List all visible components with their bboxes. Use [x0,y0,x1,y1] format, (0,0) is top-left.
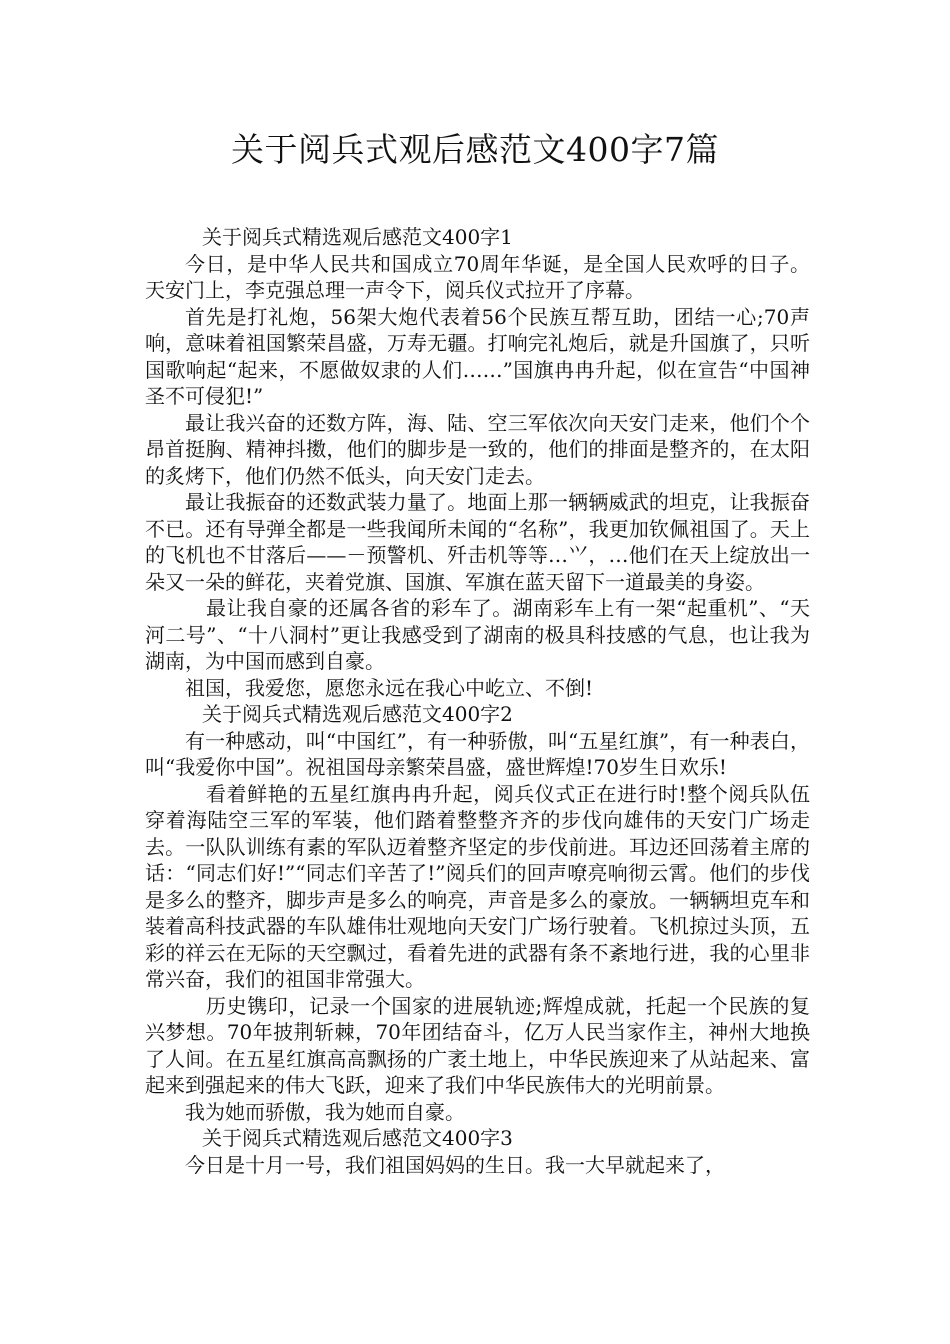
section-heading: 关于阅兵式精选观后感范文400字3 [202,1126,513,1150]
section-heading: 关于阅兵式精选观后感范文400字2 [202,702,513,726]
document-body [145,224,810,1178]
paragraph: 有一种感动，叫“中国红”，有一种骄傲，叫“五星红旗”，有一种表白，叫“我爱你中国”。祝祖国母亲繁荣昌盛，盛世辉煌!70岁生日欢乐! [145,728,810,779]
paragraph: 首先是打礼炮，56架大炮代表着56个民族互帮互助，团结一心;70声响，意味着祖国繁荣昌盛，万寿无疆。打响完礼炮后，就是升国旗了，只听国歌响起“起来，不愿做奴隶的人们……”国旗冉冉升起，似在宣告“中国神圣不可侵犯!” [145,304,810,408]
paragraph: 我为她而骄傲，我为她而自豪。 [185,1099,465,1124]
paragraph: 今日，是中华人民共和国成立70周年华诞，是全国人民欢呼的日子。天安门上，李克强总理一声令下，阅兵仪式拉开了序幕。 [145,251,810,302]
paragraph: 今日是十月一号，我们祖国妈妈的生日。我一大早就起来了， [185,1152,725,1177]
page-title: 关于阅兵式观后感范文400字7篇 [231,130,719,169]
paragraph: 最让我自豪的还属各省的彩车了。湖南彩车上有一架“起重机”、“天河二号”、“十八洞村”更让我感受到了湖南的极具科技感的气息，也让我为湖南，为中国而感到自豪。 [145,596,810,673]
paragraph: 最让我振奋的还数武装力量了。地面上那一辆辆威武的坦克，让我振奋不已。还有导弹全都是一些我闻所未闻的“名称”，我更加钦佩祖国了。天上的飞机也不甘落后——－预警机、歼击机等等…⺍，…他们在天上绽放出一朵又一朵的鲜花，夹着党旗、国旗、军旗在蓝天留下一道最美的身姿。 [145,490,810,594]
paragraph: 最让我兴奋的还数方阵，海、陆、空三军依次向天安门走来，他们个个昂首挺胸、精神抖擞，他们的脚步是一致的，他们的排面是整齐的，在太阳的炙烤下，他们仍然不低头，向天安门走去。 [145,410,810,488]
paragraph: 祖国，我爱您，愿您永远在我心中屹立、不倒! [185,675,594,700]
paragraph: 看着鲜艳的五星红旗冉冉升起，阅兵仪式正在进行时!整个阅兵队伍穿着海陆空三军的军装，他们踏着整整齐齐的步伐向雄伟的天安门广场走去。一队队训练有素的军队迈着整齐坚定的步伐前进。耳边还回荡着主席的话：“同志们好!”“同志们辛苦了!”阅兵们的回声嘹亮响彻云霄。他们的步伐是多么的整齐，脚步声是多么的响亮，声音是多么的豪放。一辆辆坦克车和装着高科技武器的车队雄伟壮观地向天安门广场行驶着。飞机掠过头顶，五彩的祥云在无际的天空飘过，看着先进的武器有条不紊地行进，我的心里非常兴奋，我们的祖国非常强大。 [145,781,810,991]
section-heading: 关于阅兵式精选观后感范文400字1 [202,225,513,249]
paragraph: 历史镌印，记录一个国家的进展轨迹;辉煌成就，托起一个民族的复兴梦想。70年披荆斩棘，70年团结奋斗，亿万人民当家作主，神州大地换了人间。在五星红旗高高飘扬的广袤土地上，中华民族迎来了从站起来、富起来到强起来的伟大飞跃，迎来了我们中华民族伟大的光明前景。 [145,993,810,1097]
